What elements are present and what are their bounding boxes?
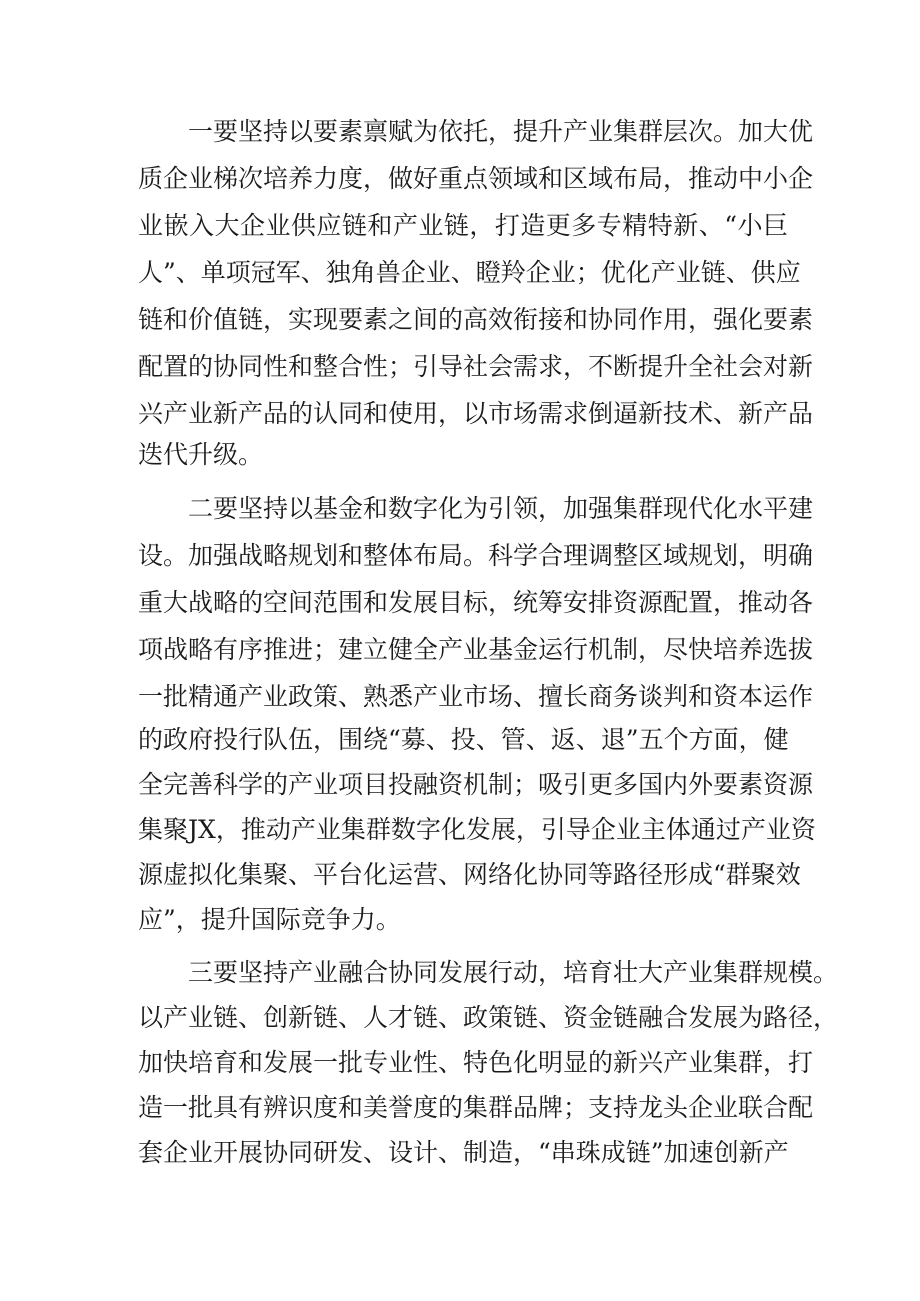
paragraph-line: 应”，提升国际竞争力。	[138, 905, 401, 934]
paragraph-line: 迭代升级。	[138, 440, 264, 469]
paragraph-line: 重大战略的空间范围和发展目标，统筹安排资源配置，推动各	[138, 588, 814, 617]
paragraph-line: 业嵌入大企业供应链和产业链，打造更多专精特新、“小巨	[138, 211, 788, 240]
paragraph-line: 人”、单项冠军、独角兽企业、瞪羚企业；优化产业链、供应	[138, 258, 801, 287]
paragraph-line: 源虚拟化集聚、平台化运营、网络化协同等路径形成“群聚效	[138, 860, 801, 889]
paragraph-line: 一要坚持以要素禀赋为依托，提升产业集群层次。加大优	[188, 117, 814, 146]
paragraph-line: 套企业开展协同研发、设计、制造，“串珠成链”加速创新产	[138, 1138, 789, 1167]
paragraph-line: 配置的协同性和整合性；引导社会需求，不断提升全社会对新	[138, 352, 814, 381]
paragraph-line: 项战略有序推进；建立健全产业基金运行机制，尽快培养选拔	[138, 635, 814, 664]
paragraph-line: 三要坚持产业融合协同发展行动，培育壮大产业集群规模。	[188, 958, 839, 987]
paragraph-line: 设。加强战略规划和整体布局。科学合理调整区域规划，明确	[138, 541, 814, 570]
paragraph-line: 链和价值链，实现要素之间的高效衔接和协同作用，强化要素	[138, 305, 814, 334]
paragraph-line: 加快培育和发展一批专业性、特色化明显的新兴产业集群，打	[138, 1048, 814, 1077]
paragraph-line: 兴产业新产品的认同和使用，以市场需求倒逼新技术、新产品	[138, 399, 814, 428]
paragraph-line: 全完善科学的产业项目投融资机制；吸引更多国内外要素资源	[138, 770, 814, 799]
paragraph-line: 质企业梯次培养力度，做好重点领域和区域布局，推动中小企	[138, 164, 814, 193]
paragraph-line: 以产业链、创新链、人才链、政策链、资金链融合发展为路径，	[138, 1003, 839, 1032]
paragraph-line: 集聚JX，推动产业集群数字化发展，引导企业主体通过产业资	[138, 815, 816, 844]
paragraph-line: 的政府投行队伍，围绕“募、投、管、返、退”五个方面，健	[138, 725, 789, 754]
paragraph-line: 一批精通产业政策、熟悉产业市场、擅长商务谈判和资本运作	[138, 682, 814, 711]
paragraph-line: 二要坚持以基金和数字化为引领，加强集群现代化水平建	[188, 494, 814, 523]
paragraph-line: 造一批具有辨识度和美誉度的集群品牌；支持龙头企业联合配	[138, 1093, 814, 1122]
